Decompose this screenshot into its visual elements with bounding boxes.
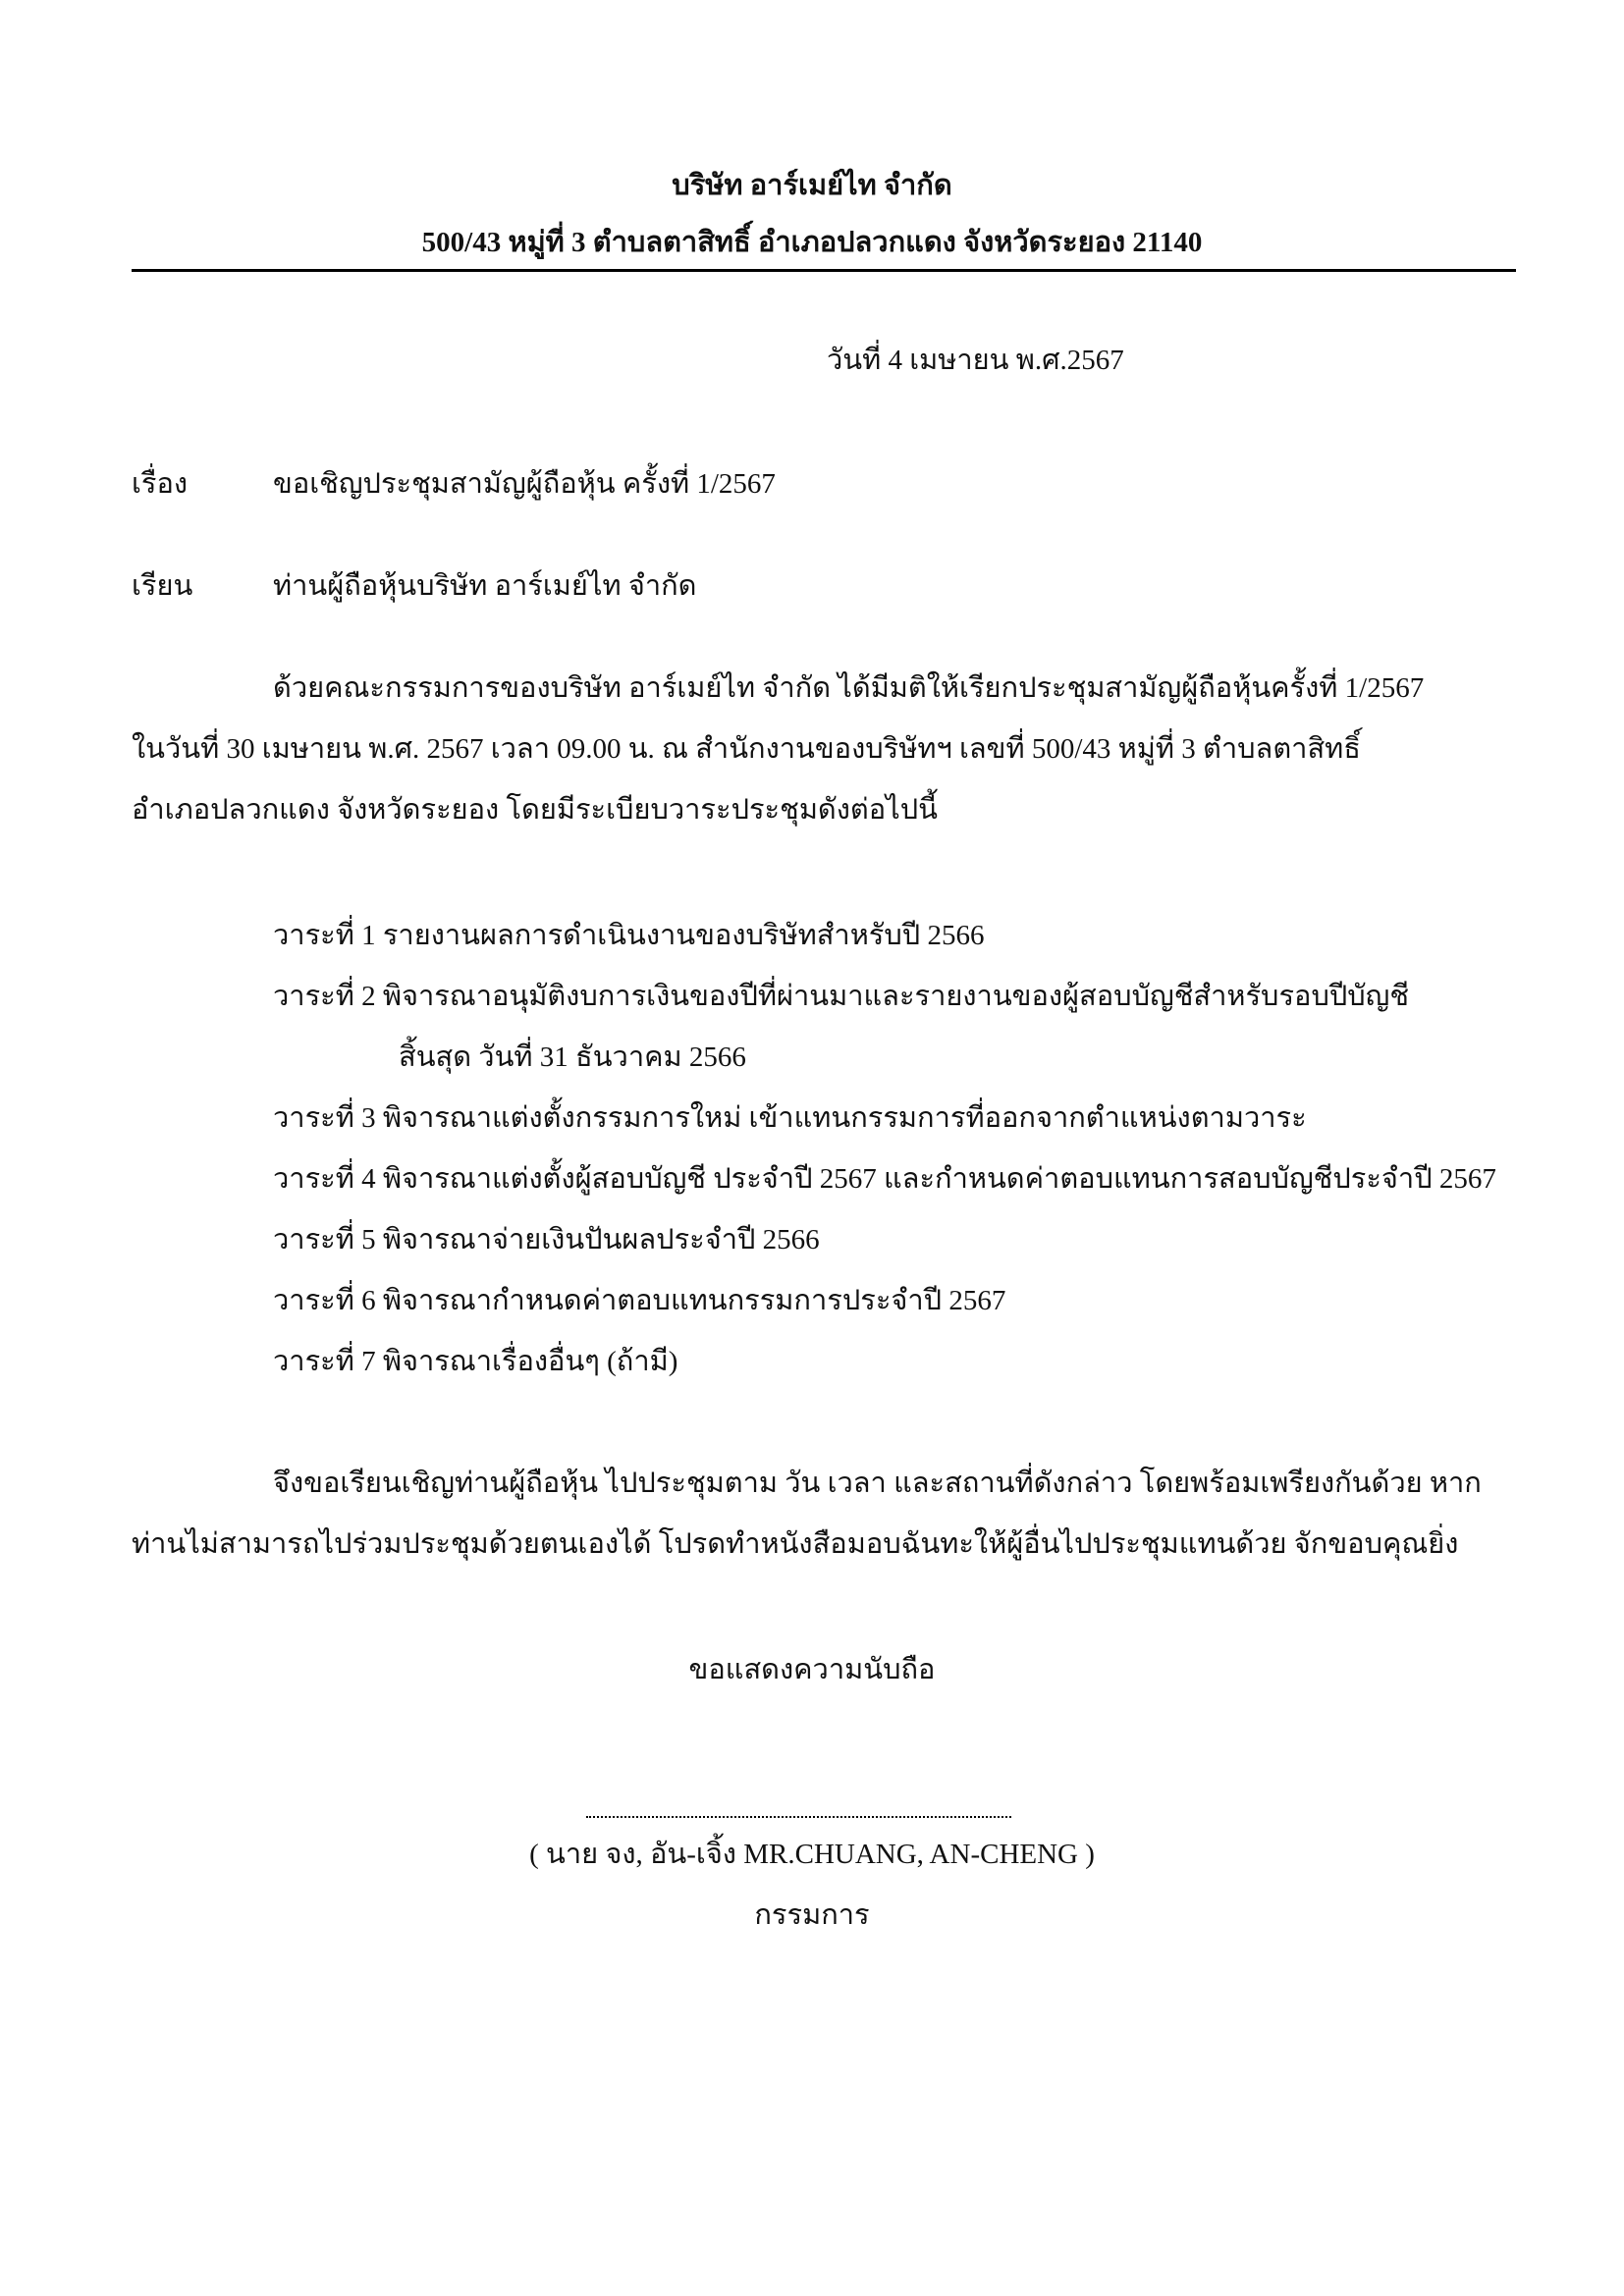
signature-line: [586, 1816, 1011, 1818]
signatory-title: กรรมการ: [754, 1899, 870, 1931]
agenda-item-5: วาระที่ 5 พิจารณาจ่ายเงินปันผลประจำปี 2566: [273, 1224, 820, 1255]
subject-label: เรื่อง: [132, 468, 189, 500]
signatory-name: ( นาย จง, อัน-เจิ้ง MR.CHUANG, AN-CHENG ): [529, 1839, 1095, 1870]
salutation: ขอแสดงความนับถือ: [688, 1654, 936, 1685]
agenda-item-1: วาระที่ 1 รายงานผลการดำเนินงานของบริษัทสำหรับปี 2566: [273, 920, 985, 951]
agenda-item-7: วาระที่ 7 พิจารณาเรื่องอื่นๆ (ถ้ามี): [273, 1346, 678, 1377]
letter-date: วันที่ 4 เมษายน พ.ศ.2567: [827, 345, 1124, 376]
intro-line-3: อำเภอปลวกแดง จังหวัดระยอง โดยมีระเบียบวาระประชุมดังต่อไปนี้: [132, 794, 938, 826]
company-name: บริษัท อาร์เมย์ไท จำกัด: [672, 170, 952, 201]
company-address: 500/43 หมู่ที่ 3 ตำบลตาสิทธิ์ อำเภอปลวกแดง จังหวัดระยอง 21140: [421, 227, 1203, 258]
agenda-item-3: วาระที่ 3 พิจารณาแต่งตั้งกรรมการใหม่ เข้าแทนกรรมการที่ออกจากตำแหน่งตามวาระ: [273, 1102, 1307, 1134]
agenda-item-2: วาระที่ 2 พิจารณาอนุมัติงบการเงินของปีที่ผ่านมาและรายงานของผู้สอบบัญชีสำหรับรอบปีบัญชี: [273, 981, 1410, 1012]
intro-line-1: ด้วยคณะกรรมการของบริษัท อาร์เมย์ไท จำกัด ได้มีมติให้เรียกประชุมสามัญผู้ถือหุ้นครั้งที่ 1/2567: [273, 672, 1425, 704]
recipient-text: ท่านผู้ถือหุ้นบริษัท อาร์เมย์ไท จำกัด: [273, 570, 697, 602]
agenda-item-6: วาระที่ 6 พิจารณากำหนดค่าตอบแทนกรรมการประจำปี 2567: [273, 1285, 1006, 1316]
agenda-item-2-continuation: สิ้นสุด วันที่ 31 ธันวาคม 2566: [399, 1041, 746, 1073]
agenda-item-4: วาระที่ 4 พิจารณาแต่งตั้งผู้สอบบัญชี ประจำปี 2567 และกำหนดค่าตอบแทนการสอบบัญชีประจำปี 2567: [273, 1163, 1496, 1195]
closing-line-1: จึงขอเรียนเชิญท่านผู้ถือหุ้น ไปประชุมตาม วัน เวลา และสถานที่ดังกล่าว โดยพร้อมเพรียงกันด้วย หาก: [273, 1468, 1482, 1499]
intro-line-2: ในวันที่ 30 เมษายน พ.ศ. 2567 เวลา 09.00 น. ณ สำนักงานของบริษัทฯ เลขที่ 500/43 หมู่ที่ 3 ตำบลตาสิทธิ์: [132, 733, 1361, 765]
closing-line-2: ท่านไม่สามารถไปร่วมประชุมด้วยตนเองได้ โปรดทำหนังสือมอบฉันทะให้ผู้อื่นไปประชุมแทนด้วย จักขอบคุณยิ่ง: [132, 1528, 1459, 1560]
subject-text: ขอเชิญประชุมสามัญผู้ถือหุ้น ครั้งที่ 1/2567: [273, 468, 776, 500]
recipient-label: เรียน: [132, 570, 193, 602]
header-divider: [132, 269, 1516, 272]
